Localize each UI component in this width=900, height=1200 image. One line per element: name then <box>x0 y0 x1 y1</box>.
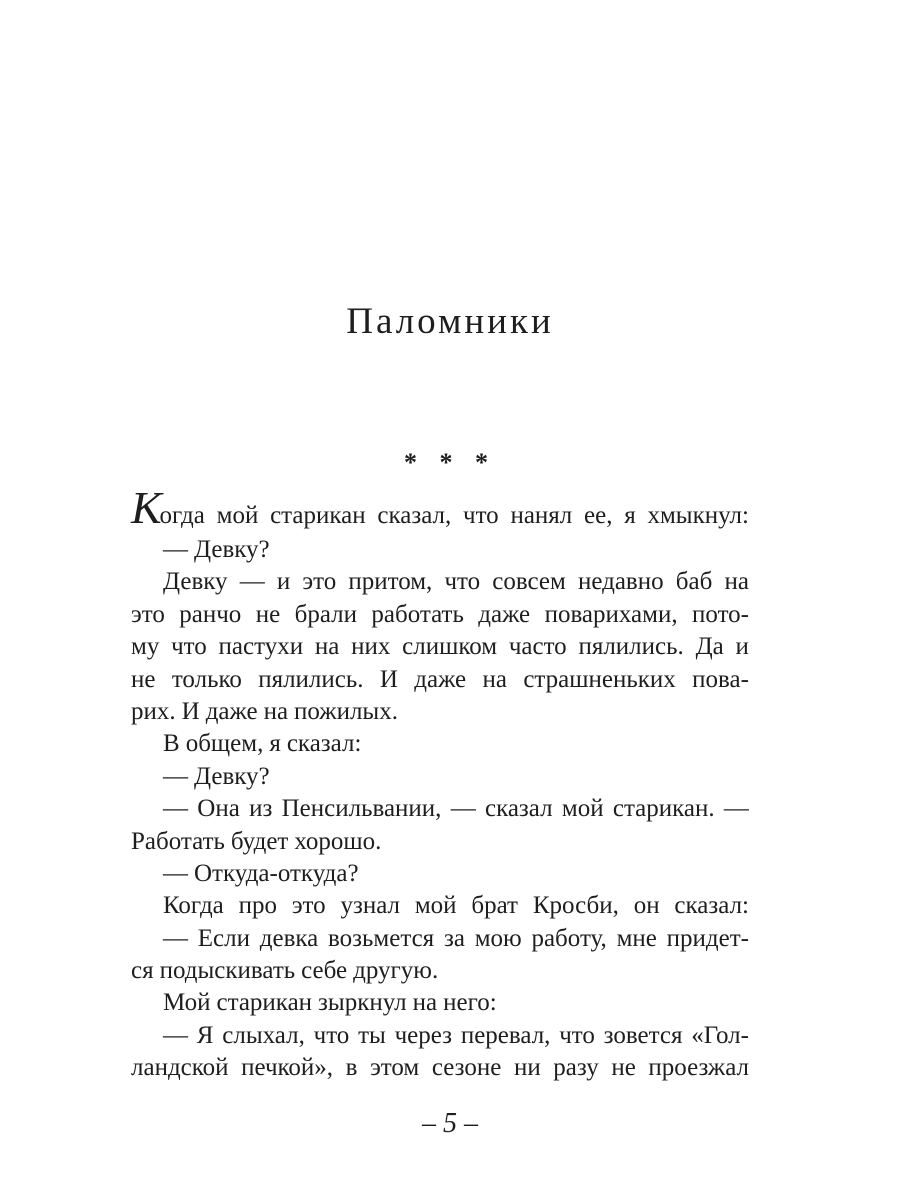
text-line: ландской печкой», в этом сезоне ни разу не проезжал <box>131 1054 749 1082</box>
chapter-title: Паломники <box>346 301 554 342</box>
text-line: му что пастухи на них слишком часто пялились. Да и <box>131 633 749 661</box>
text-line: это ранчо не брали работать даже поварихами, пото- <box>131 600 749 628</box>
text-line: Мой старикан зыркнул на него: <box>163 989 497 1017</box>
text-line: Когда мой старикан сказал, что нанял ее, я хмыкнул: <box>131 481 749 533</box>
initial-letter: К <box>131 481 162 533</box>
text-line: Когда про это узнал мой брат Кросби, он сказал: <box>163 892 749 920</box>
text-line: Девку — и это притом, что совсем недавно баб на <box>163 568 749 596</box>
text-line: — Откуда-откуда? <box>163 859 359 887</box>
text-line: — Я слыхал, что ты через перевал, что зовется «Гол- <box>163 1021 749 1049</box>
text-line: Работать будет хорошо. <box>131 827 382 855</box>
text-line: не только пялились. И даже на страшненьких пова- <box>131 665 749 693</box>
section-separator: * * * <box>404 448 496 477</box>
text-line: — Она из Пенсильвании, — сказал мой старикан. — <box>163 795 749 823</box>
page-number: – 5 – <box>422 1108 478 1139</box>
text-line: — Девку? <box>163 762 270 790</box>
text-line: — Девку? <box>163 536 270 563</box>
text-line: В общем, я сказал: <box>163 730 362 758</box>
body-text <box>131 481 749 1085</box>
text-line: ся подыскивать себе другую. <box>131 957 439 985</box>
text-line: — Если девка возьмется за мою работу, мне придет- <box>163 924 749 952</box>
text-line: рих. И даже на пожилых. <box>131 697 398 725</box>
